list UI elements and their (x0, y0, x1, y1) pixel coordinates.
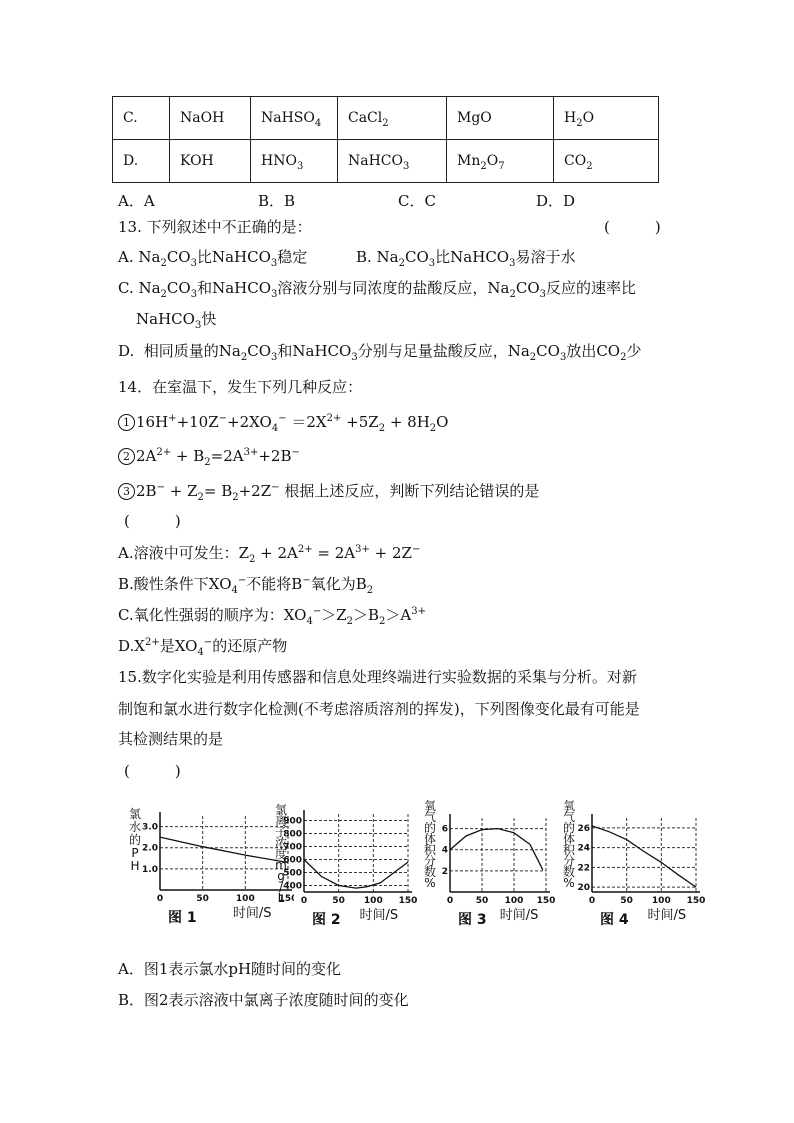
x-axis-label: 时间/S (647, 908, 687, 923)
y-axis-label-char: 度 (274, 847, 288, 861)
y-tick-label: 6 (441, 824, 448, 835)
figure-title: 图 3 (458, 912, 487, 928)
chart-figure-3 (420, 800, 560, 946)
y-axis-label-char: 数 (562, 865, 576, 879)
x-axis-label: 时间/S (232, 906, 272, 921)
y-tick-label: 700 (283, 842, 302, 853)
q14-reaction-2: 2 $2A^{2+} + B_2=2A^{3+}+2B^-$ (118, 447, 300, 465)
chart-figure-2 (270, 800, 420, 946)
circled-number: 3 (118, 483, 135, 500)
q13-option-c[interactable]: C. $Na_2CO_3$和NaHCO$_3$溶液分别与同浓度的盐酸反应，$Na_2CO_3$反应的速率比 (118, 279, 637, 300)
y-axis-label-char: 分 (423, 854, 437, 868)
chart-figure-1 (124, 800, 294, 946)
table-row (113, 140, 659, 183)
y-tick-label: 600 (283, 855, 302, 866)
q13-option-b[interactable]: B. $Na_2CO_3$比NaHCO$_3$易溶于水 (356, 248, 576, 269)
x-tick-label: 150 (686, 896, 706, 906)
q12-option-b[interactable]: B．B (258, 192, 296, 210)
x-tick-label: 100 (504, 896, 524, 906)
q13-answer-paren[interactable]: ( ) (604, 218, 661, 236)
x-tick-label: 100 (363, 896, 383, 906)
y-tick-label: 2.0 (142, 843, 158, 854)
y-tick-label: 20 (577, 883, 590, 894)
figure-title: 图 2 (312, 912, 341, 928)
x-tick-label: 0 (446, 896, 454, 906)
x-tick-label: 50 (620, 896, 633, 906)
table-cell: $Mn_2O_7$ (447, 140, 554, 183)
table-cell: KOH (170, 140, 251, 183)
y-axis-label-char: 氯 (128, 807, 142, 821)
y-axis-label-char: 数 (423, 865, 437, 879)
q14-option-d[interactable]: $D.X^{2+}$是$XO_4^-$的还原产物 (118, 637, 288, 658)
y-axis-label-char: 体 (562, 832, 576, 846)
q12-option-c[interactable]: C．C (398, 192, 436, 210)
q14-option-b[interactable]: B.酸性条件下$XO_4^-$不能将B−氧化为$B_2$ (118, 575, 374, 596)
q14-stem: 14．在室温下，发生下列几种反应： (118, 378, 363, 396)
y-axis-label-char: 气 (423, 810, 437, 824)
y-axis-label-char: H (130, 859, 140, 873)
q14-option-a[interactable]: A.溶液中可发生：$Z_2 + 2A^{2+} = 2A^{3+} + 2Z^-$ (118, 544, 421, 565)
y-axis-label-char: 体 (423, 832, 437, 846)
x-tick-label: 0 (156, 894, 164, 904)
x-tick-label: 50 (332, 896, 345, 906)
x-tick-label: 100 (235, 894, 255, 904)
chart-svg (270, 800, 420, 942)
table-cell: $H_2O$ (554, 97, 659, 140)
table-cell: $HNO_3$ (251, 140, 338, 183)
table-cell: MgO (447, 97, 554, 140)
y-axis-label-char: 的 (423, 821, 437, 835)
x-tick-label: 0 (588, 896, 596, 906)
y-tick-label: 500 (283, 868, 302, 879)
y-axis-label-char: 水 (128, 820, 142, 834)
circled-number: 1 (118, 414, 135, 431)
x-tick-label: 0 (300, 896, 308, 906)
x-tick-label: 15 (278, 894, 292, 904)
table-row (113, 97, 659, 140)
circled-number: 2 (118, 448, 135, 465)
x-tick-label: 100 (651, 896, 671, 906)
series-line (592, 826, 696, 887)
y-tick-label: 800 (283, 829, 302, 840)
chart-svg (420, 800, 560, 942)
q15-option-b[interactable]: B．图2表示溶液中氯离子浓度随时间的变化 (118, 991, 409, 1009)
chart-svg (558, 800, 708, 942)
q15-stem-line1: 15.数字化实验是利用传感器和信息处理终端进行实验数据的采集与分析。对新 (118, 668, 637, 686)
q15-option-a[interactable]: A．图1表示氯水pH随时间的变化 (118, 960, 342, 978)
y-tick-label: 400 (283, 881, 302, 892)
x-axis-label: 时间/S (499, 908, 539, 923)
series-line (304, 860, 408, 889)
q14-option-c[interactable]: C.氧化性强弱的顺序为：$XO_4^->Z_2>B_2>A^{3+}$ (118, 606, 427, 627)
y-axis-label-char: 的 (128, 833, 142, 847)
table-cell: NaHSO$_4$ (251, 97, 338, 140)
y-axis-label-char: m (275, 858, 287, 872)
y-axis-label-char: % (563, 876, 575, 890)
q13-option-c-cont: NaHCO$_3$快 (136, 310, 217, 331)
q14-reaction-1: 1 $16H^++10Z^-+2XO_4^- =2X^{2+} +5Z_2 + 8H_2O$ (118, 411, 448, 432)
y-axis-label-char: 氯 (274, 803, 288, 817)
y-axis-label-char: P (131, 846, 139, 860)
y-axis-label-char: 离 (274, 814, 288, 828)
q14-reaction-3: 3 $2B^- + Z_2= B_2+2Z^-$ 根据上述反应，判断下列结论错误的是 (118, 480, 539, 501)
y-tick-label: 4 (441, 845, 448, 856)
series-line (160, 837, 288, 862)
table-cell: CaCl$_2$ (338, 97, 447, 140)
figure-title: 图 1 (168, 910, 197, 926)
y-tick-label: 2 (441, 866, 448, 877)
q13-option-d[interactable]: D. 相同质量的$Na_2CO_3$和NaHCO$_3$分别与足量盐酸反应，$Na_2CO_3$放出$CO_2$少 (118, 342, 642, 363)
q13-stem: 13. 下列叙述中不正确的是： (118, 218, 312, 236)
table-cell: NaOH (170, 97, 251, 140)
q13-option-a[interactable]: A. $Na_2CO_3$比NaHCO$_3$稳定 (118, 248, 308, 269)
y-axis-label-char: g (277, 869, 285, 883)
chart-figure-4 (558, 800, 708, 946)
table-cell: $CO_2$ (554, 140, 659, 183)
table-cell: C. (113, 97, 170, 140)
y-axis-label-char: / (278, 880, 284, 894)
q12-option-a[interactable]: A．A (118, 192, 155, 210)
y-axis-label-char: 积 (423, 843, 437, 857)
y-axis-label-char: 的 (562, 821, 576, 835)
y-axis-label-char: 分 (562, 854, 576, 868)
y-tick-label: 24 (577, 843, 590, 854)
y-tick-label: 3.0 (142, 822, 158, 833)
q12-option-d[interactable]: D．D (536, 192, 576, 210)
series-line (450, 829, 543, 870)
y-tick-label: 1.0 (142, 864, 158, 875)
q15-stem-line3: 其检测结果的是 (118, 730, 224, 748)
x-axis-label: 时间/S (359, 908, 399, 923)
y-tick-label: 900 (283, 816, 302, 827)
table-cell: D. (113, 140, 170, 183)
figure-title: 图 4 (600, 912, 629, 928)
x-tick-label: 150 (536, 896, 556, 906)
y-axis-label-char: % (424, 876, 436, 890)
y-axis-label-char: 氧 (562, 800, 576, 813)
q15-answer-paren[interactable]: ( ) (124, 762, 181, 780)
q15-stem-line2: 制饱和氯水进行数字化检测(不考虑溶质溶剂的挥发)，下列图像变化最有可能是 (118, 700, 640, 718)
y-axis-label-char: 子 (274, 825, 288, 839)
y-axis-label-char: 氧 (423, 800, 437, 813)
x-tick-label: 50 (196, 894, 209, 904)
x-tick-label: 50 (475, 896, 489, 906)
x-tick-label: 150 (398, 896, 418, 906)
y-tick-label: 26 (577, 823, 590, 834)
y-axis-label-char: 浓 (274, 836, 288, 850)
y-tick-label: 22 (577, 863, 590, 874)
q14-answer-paren[interactable]: ( ) (124, 512, 181, 530)
y-axis-label-char: 积 (562, 843, 576, 857)
y-axis-label-char: 气 (562, 810, 576, 824)
table-cell: NaHCO$_3$ (338, 140, 447, 183)
y-axis-label-char: L (277, 891, 285, 905)
options-table (112, 96, 659, 183)
chart-svg (124, 800, 294, 942)
